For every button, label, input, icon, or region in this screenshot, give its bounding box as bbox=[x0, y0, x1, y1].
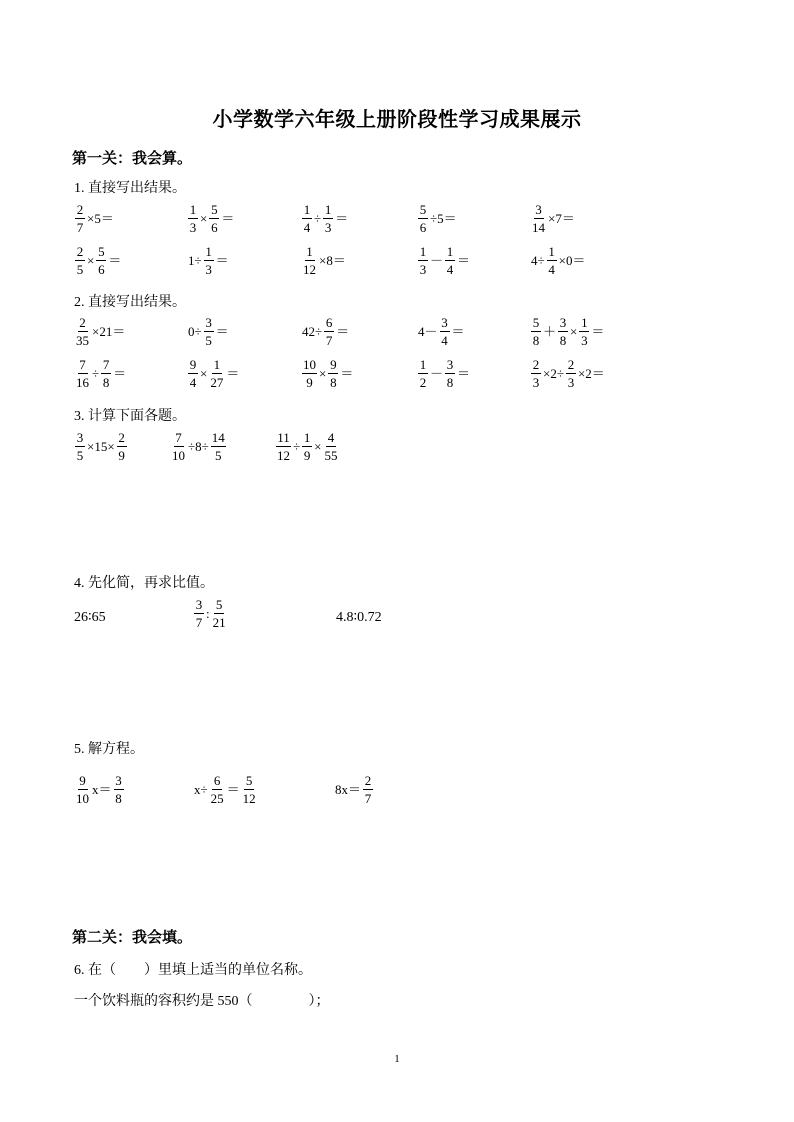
fraction-numerator: 1 bbox=[581, 315, 588, 330]
fraction bbox=[531, 203, 546, 234]
fraction-numerator: 2 bbox=[76, 244, 84, 259]
operator-text: ＝ bbox=[215, 324, 229, 339]
fraction-denominator: 9 bbox=[118, 448, 125, 463]
fraction-numerator: 2 bbox=[76, 202, 84, 217]
fraction-numerator: 3 bbox=[441, 315, 448, 330]
operator-text: ＝ bbox=[108, 253, 122, 268]
fraction-denominator: 7 bbox=[364, 791, 372, 806]
operator-text: 42÷ bbox=[302, 324, 323, 339]
operator-text: ÷ bbox=[92, 366, 100, 381]
fraction-numerator: 1 bbox=[324, 202, 332, 217]
operator-text: ＝ bbox=[457, 253, 471, 268]
math-expression bbox=[530, 245, 586, 276]
fraction bbox=[328, 358, 338, 389]
fraction-numerator: 5 bbox=[532, 315, 540, 330]
math-expression bbox=[187, 316, 230, 347]
operator-text: ÷ bbox=[314, 211, 322, 226]
fraction-numerator: 9 bbox=[330, 357, 337, 372]
fraction bbox=[302, 245, 317, 276]
fraction-denominator: 5 bbox=[205, 333, 212, 348]
fraction-numerator: 1 bbox=[213, 357, 221, 372]
fraction bbox=[211, 431, 226, 462]
fraction-denominator: 4 bbox=[446, 262, 454, 277]
fraction bbox=[188, 203, 198, 234]
fraction bbox=[302, 203, 312, 234]
fraction bbox=[209, 358, 224, 389]
fraction-numerator: 3 bbox=[446, 357, 454, 372]
operator-text: × bbox=[319, 366, 327, 381]
fraction bbox=[101, 358, 111, 389]
fraction bbox=[418, 245, 428, 276]
operator-text: － bbox=[430, 366, 444, 381]
ratio-c: 4.8∶0.72 bbox=[336, 610, 382, 625]
fraction-denominator: 9 bbox=[306, 375, 313, 390]
fraction-numerator: 1 bbox=[205, 244, 212, 259]
fraction-numerator: 1 bbox=[419, 357, 427, 372]
operator-text: ＝ bbox=[340, 366, 354, 381]
math-expression bbox=[301, 316, 350, 347]
math-expression bbox=[417, 203, 458, 234]
operator-text: ＝ bbox=[591, 324, 605, 339]
fraction-denominator: 6 bbox=[98, 262, 105, 277]
math-expression bbox=[187, 358, 240, 389]
fraction-denominator: 6 bbox=[211, 220, 218, 235]
ratio-a: 26∶65 bbox=[74, 610, 106, 625]
fraction bbox=[75, 245, 85, 276]
fraction-numerator: 3 bbox=[535, 202, 542, 217]
fraction bbox=[75, 358, 90, 389]
fraction bbox=[117, 431, 127, 462]
operator-text: ＝ bbox=[336, 324, 350, 339]
fraction-numerator: 2 bbox=[532, 357, 540, 372]
fraction bbox=[531, 358, 541, 389]
fraction-denominator: 6 bbox=[419, 220, 427, 235]
math-expression bbox=[187, 203, 235, 234]
question-6-label: 6. 在（ ）里填上适当的单位名称。 bbox=[74, 963, 312, 978]
operator-text: × bbox=[200, 366, 208, 381]
question-2-label: 2. 直接写出结果。 bbox=[74, 295, 186, 310]
question-5-label: 5. 解方程。 bbox=[74, 742, 144, 757]
math-expression bbox=[334, 774, 374, 805]
fraction-numerator: 5 bbox=[98, 244, 105, 259]
fraction-numerator: 5 bbox=[211, 202, 218, 217]
fraction-numerator: 6 bbox=[325, 315, 333, 330]
fraction bbox=[445, 245, 455, 276]
fraction-denominator: 12 bbox=[242, 791, 256, 806]
operator-text: 4÷ bbox=[531, 253, 545, 268]
fraction-denominator: 35 bbox=[76, 333, 89, 348]
fraction-numerator: 6 bbox=[213, 773, 221, 788]
fraction-numerator: 1 bbox=[303, 202, 311, 217]
fraction-numerator: 2 bbox=[364, 773, 372, 788]
fraction-numerator: 3 bbox=[205, 315, 212, 330]
operator-text: ＝ bbox=[221, 211, 235, 226]
math-expression bbox=[417, 245, 471, 276]
math-expression bbox=[74, 245, 122, 276]
fraction-numerator: 4 bbox=[327, 430, 335, 445]
fraction-numerator: 11 bbox=[277, 430, 290, 445]
math-expression bbox=[530, 316, 605, 347]
fraction-denominator: 12 bbox=[303, 262, 316, 277]
fraction-numerator: 2 bbox=[79, 315, 86, 330]
math-expression bbox=[74, 316, 126, 347]
fraction-denominator: 4 bbox=[441, 333, 448, 348]
operator-text: ＋ bbox=[543, 324, 557, 339]
fraction-denominator: 3 bbox=[205, 262, 212, 277]
math-expression bbox=[74, 358, 127, 389]
fraction-denominator: 2 bbox=[419, 375, 427, 390]
operator-text: － bbox=[430, 253, 444, 268]
page-number: 1 bbox=[394, 1053, 400, 1065]
operator-text: ×15× bbox=[87, 439, 115, 454]
math-expression bbox=[530, 358, 606, 389]
fraction bbox=[566, 358, 576, 389]
fraction bbox=[302, 358, 317, 389]
question-1-label: 1. 直接写出结果。 bbox=[74, 181, 186, 196]
operator-text: ×7＝ bbox=[548, 211, 575, 226]
fraction-denominator: 8 bbox=[559, 333, 567, 348]
fraction-denominator: 8 bbox=[330, 375, 337, 390]
fraction bbox=[531, 316, 541, 347]
operator-text: ×8＝ bbox=[319, 253, 346, 268]
fraction bbox=[188, 358, 198, 389]
math-expression bbox=[193, 598, 228, 629]
fraction-denominator: 9 bbox=[303, 448, 311, 463]
fraction-denominator: 10 bbox=[76, 791, 89, 806]
operator-text: ÷ bbox=[293, 439, 301, 454]
fraction-numerator: 1 bbox=[446, 244, 454, 259]
fraction-numerator: 2 bbox=[118, 430, 125, 445]
math-expression bbox=[193, 774, 258, 805]
fraction-denominator: 3 bbox=[189, 220, 197, 235]
question-6-line-1: 一个饮料瓶的容积约是 550（ ）； bbox=[74, 994, 330, 1009]
operator-text: x÷ bbox=[194, 782, 208, 797]
operator-text: ×2÷ bbox=[543, 366, 564, 381]
fraction bbox=[75, 316, 90, 347]
fraction bbox=[276, 431, 291, 462]
operator-text: 8x＝ bbox=[335, 782, 362, 797]
fraction-denominator: 8 bbox=[532, 333, 540, 348]
fraction-denominator: 7 bbox=[195, 615, 203, 630]
math-expression bbox=[74, 431, 128, 462]
math-expression bbox=[187, 245, 230, 276]
fraction bbox=[323, 203, 333, 234]
fraction-numerator: 3 bbox=[195, 597, 203, 612]
operator-text: ×5＝ bbox=[87, 211, 114, 226]
fraction-denominator: 8 bbox=[102, 375, 110, 390]
fraction bbox=[363, 774, 373, 805]
operator-text: 1÷ bbox=[188, 253, 202, 268]
fraction-numerator: 7 bbox=[79, 357, 86, 372]
operator-text: ÷5＝ bbox=[430, 211, 457, 226]
fraction-numerator: 10 bbox=[303, 357, 316, 372]
page-title: 小学数学六年级上册阶段性学习成果展示 bbox=[212, 109, 582, 131]
operator-text: ＝ bbox=[457, 366, 471, 381]
section-1-heading: 第一关：我会算。 bbox=[72, 151, 193, 167]
fraction-numerator: 9 bbox=[189, 357, 197, 372]
math-expression bbox=[301, 358, 354, 389]
operator-text: x＝ bbox=[92, 782, 112, 797]
fraction-numerator: 1 bbox=[548, 244, 555, 259]
operator-text: ×2＝ bbox=[577, 366, 605, 381]
fraction-denominator: 4 bbox=[189, 375, 197, 390]
operator-text: ＝ bbox=[226, 366, 240, 381]
fraction-numerator: 1 bbox=[189, 202, 197, 217]
math-expression bbox=[417, 358, 471, 389]
fraction bbox=[323, 431, 338, 462]
operator-text: 0÷ bbox=[188, 324, 202, 339]
fraction-numerator: 5 bbox=[419, 202, 427, 217]
fraction bbox=[171, 431, 186, 462]
operator-text: ＝ bbox=[226, 782, 240, 797]
fraction-denominator: 12 bbox=[277, 448, 290, 463]
fraction-denominator: 8 bbox=[115, 791, 122, 806]
fraction-numerator: 5 bbox=[215, 597, 223, 612]
fraction-denominator: 3 bbox=[567, 375, 575, 390]
operator-text: ＝ bbox=[113, 366, 127, 381]
fraction bbox=[547, 245, 557, 276]
fraction bbox=[75, 203, 85, 234]
operator-text: × bbox=[314, 439, 322, 454]
question-4-label: 4. 先化简，再求比值。 bbox=[74, 576, 214, 591]
fraction bbox=[579, 316, 589, 347]
fraction-denominator: 3 bbox=[324, 220, 332, 235]
math-expression bbox=[74, 203, 115, 234]
fraction-denominator: 7 bbox=[325, 333, 333, 348]
section-2-heading: 第二关：我会填。 bbox=[72, 930, 193, 946]
operator-text: ×21＝ bbox=[92, 324, 126, 339]
operator-text: ＝ bbox=[451, 324, 465, 339]
fraction-denominator: 4 bbox=[548, 262, 555, 277]
operator-text: × bbox=[570, 324, 578, 339]
fraction bbox=[204, 245, 214, 276]
math-expression bbox=[417, 316, 466, 347]
fraction-numerator: 1 bbox=[419, 244, 427, 259]
fraction-numerator: 7 bbox=[102, 357, 110, 372]
fraction bbox=[242, 774, 257, 805]
fraction-denominator: 5 bbox=[215, 448, 222, 463]
math-expression bbox=[74, 774, 125, 805]
fraction bbox=[558, 316, 568, 347]
fraction-numerator: 9 bbox=[79, 773, 86, 788]
fraction bbox=[209, 203, 219, 234]
fraction-denominator: 16 bbox=[76, 375, 89, 390]
operator-text: ＝ bbox=[335, 211, 349, 226]
fraction-numerator: 14 bbox=[211, 430, 225, 445]
operator-text: ＝ bbox=[215, 253, 229, 268]
fraction-denominator: 3 bbox=[419, 262, 427, 277]
operator-text: × bbox=[200, 211, 208, 226]
fraction bbox=[324, 316, 334, 347]
math-expression bbox=[530, 203, 576, 234]
math-expression bbox=[301, 203, 349, 234]
fraction-denominator: 25 bbox=[210, 791, 224, 806]
fraction bbox=[204, 316, 214, 347]
fraction bbox=[212, 598, 227, 629]
fraction-numerator: 3 bbox=[559, 315, 567, 330]
fraction-numerator: 2 bbox=[567, 357, 575, 372]
operator-text: ÷8÷ bbox=[188, 439, 209, 454]
fraction bbox=[194, 598, 204, 629]
fraction-denominator: 8 bbox=[446, 375, 454, 390]
fraction bbox=[96, 245, 106, 276]
question-3-label: 3. 计算下面各题。 bbox=[74, 409, 186, 424]
fraction-denominator: 10 bbox=[172, 448, 185, 463]
fraction-denominator: 3 bbox=[581, 333, 588, 348]
fraction-denominator: 5 bbox=[76, 262, 84, 277]
fraction-numerator: 1 bbox=[303, 430, 311, 445]
operator-text: 4－ bbox=[418, 324, 438, 339]
fraction bbox=[302, 431, 312, 462]
fraction-denominator: 55 bbox=[324, 448, 338, 463]
fraction-numerator: 7 bbox=[175, 430, 182, 445]
fraction-denominator: 7 bbox=[76, 220, 84, 235]
fraction bbox=[440, 316, 450, 347]
fraction-denominator: 5 bbox=[76, 448, 84, 463]
fraction bbox=[75, 431, 85, 462]
operator-text: : bbox=[206, 606, 210, 621]
fraction-denominator: 27 bbox=[210, 375, 224, 390]
fraction bbox=[418, 203, 428, 234]
fraction-denominator: 21 bbox=[212, 615, 226, 630]
fraction-denominator: 4 bbox=[303, 220, 311, 235]
fraction bbox=[418, 358, 428, 389]
fraction bbox=[114, 774, 124, 805]
fraction-numerator: 3 bbox=[115, 773, 122, 788]
fraction bbox=[75, 774, 90, 805]
fraction-numerator: 5 bbox=[245, 773, 253, 788]
math-expression bbox=[275, 431, 339, 462]
fraction-denominator: 3 bbox=[532, 375, 540, 390]
operator-text: ×0＝ bbox=[558, 253, 586, 268]
fraction-numerator: 1 bbox=[306, 244, 313, 259]
fraction-numerator: 3 bbox=[76, 430, 84, 445]
fraction bbox=[445, 358, 455, 389]
operator-text: × bbox=[87, 253, 95, 268]
fraction bbox=[210, 774, 225, 805]
fraction-denominator: 14 bbox=[532, 220, 545, 235]
math-expression bbox=[170, 431, 227, 462]
math-expression bbox=[301, 245, 347, 276]
